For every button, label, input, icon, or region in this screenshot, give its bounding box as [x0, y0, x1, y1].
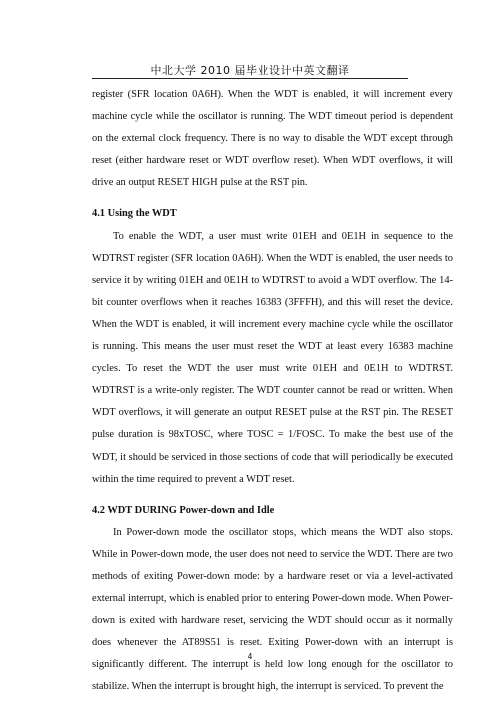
- paragraph-power-down: In Power-down mode the oscillator stops, which means the WDT also stops. While in Power-down mode, the user does not need to service the WDT. There are two methods of exiting Power-down mode: by a hardware reset or via a level-activated external interrupt, which is enabled prior to entering Power-down mode. When Power-down is exited with hardware reset, servicing the WDT should occur as it normally does whenever the AT89S51 is reset. Exiting Power-down with an interrupt is significantly different. The interrupt is held low long enough for the oscillator to stabilize. When the interrupt is brought high, the interrupt is serviced. To prevent the: [92, 526, 453, 693]
- paragraph-wdt-intro: register (SFR location 0A6H). When the WDT is enabled, it will increment every machine cycle while the oscillator is running. The WDT timeout period is dependent on the external clock frequency. There is no way to disable the WDT except through reset (either hardware reset or WDT overflow reset). When WDT overflows, it will drive an output RESET HIGH pulse at the RST pin.: [92, 89, 453, 189]
- section-heading-using-wdt: 4.1 Using the WDT: [92, 208, 177, 220]
- section-heading-power-down-idle: 4.2 WDT DURING Power-down and Idle: [92, 504, 275, 516]
- page-number: 4: [247, 652, 253, 661]
- paragraph-using-wdt: To enable the WDT, a user must write 01EH and 0E1H in sequence to the WDTRST register (SFR location 0A6H). When the WDT is enabled, the user needs to service it by writing 01EH and 0E1H to WDTRST to avoid a WDT overflow. The 14-bit counter overflows when it reaches 16383 (3FFFH), and this will reset the device. When the WDT is enabled, it will increment every machine cycle while the oscillator is running. This means the user must reset the WDT at least every 16383 machine cycles. To reset the WDT the user must write 01EH and 0E1H to WDTRST. WDTRST is a write-only register. The WDT counter cannot be read or written. When WDT overflows, it will generate an output RESET pulse at the RST pin. The RESET pulse duration is 98xTOSC, where TOSC = 1/FOSC. To make the best use of the WDT, it should be serviced in those sections of code that will periodically be executed within the time required to prevent a WDT reset.: [92, 230, 453, 485]
- document-body: [92, 84, 453, 699]
- header-divider: [92, 78, 408, 79]
- page-header-title: 中北大学 2010 届毕业设计中英文翻译: [150, 64, 350, 77]
